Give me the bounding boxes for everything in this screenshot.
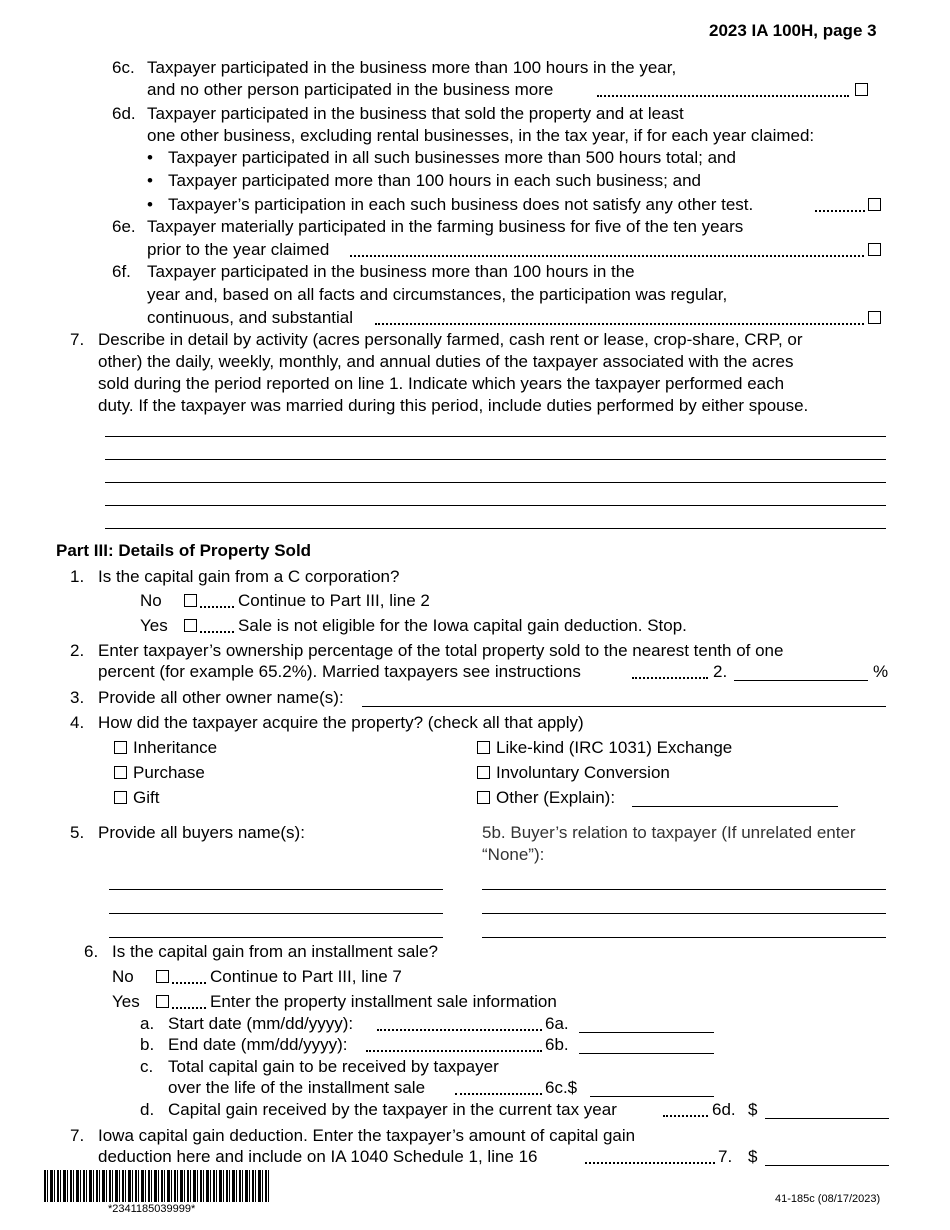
checkbox-6d[interactable] — [866, 195, 883, 215]
buyer-relation-input[interactable] — [482, 937, 886, 938]
duties-input-line[interactable] — [105, 436, 886, 437]
line-7-text-2: other) the daily, weekly, monthly, and annual duties of the taxpayer associated with the acres — [98, 352, 794, 371]
line-6d-text-1: Taxpayer participated in the business that sold the property and at least — [147, 104, 684, 123]
q4-text: How did the taxpayer acquire the property? (check all that apply) — [98, 713, 584, 732]
checkbox-other[interactable] — [475, 788, 492, 808]
q1-no-text: Continue to Part III, line 2 — [238, 591, 430, 610]
q7-dollar: $ — [748, 1147, 758, 1166]
line-6f-text-2: year and, based on all facts and circumstances, the participation was regular, — [147, 285, 728, 304]
line-6e-text-2: prior to the year claimed — [147, 240, 330, 259]
q7-text-2: deduction here and include on IA 1040 Schedule 1, line 16 — [98, 1147, 538, 1166]
q6-yes-text: Enter the property installment sale information — [210, 992, 557, 1011]
checkbox-inheritance[interactable] — [112, 738, 129, 758]
q5b-text-1: 5b. Buyer’s relation to taxpayer (If unrelated enter — [482, 823, 856, 842]
current-year-gain-input[interactable] — [765, 1118, 889, 1119]
q6b-text: End date (mm/dd/yyyy): — [168, 1035, 348, 1054]
q2-text-2: percent (for example 65.2%). Married taxpayers see instructions — [98, 662, 581, 681]
q7-text-1: Iowa capital gain deduction. Enter the taxpayer’s amount of capital gain — [98, 1126, 636, 1145]
buyer-name-input[interactable] — [109, 937, 443, 938]
q6b-label: b. — [140, 1035, 155, 1054]
percent-sign: % — [873, 662, 889, 681]
end-date-input[interactable] — [579, 1053, 714, 1054]
checkbox-like-kind[interactable] — [475, 738, 492, 758]
q6-text: Is the capital gain from an installment sale? — [112, 942, 439, 961]
q6c-text-2: over the life of the installment sale — [168, 1078, 426, 1097]
line-6c-text-2: and no other person participated in the business more — [147, 80, 554, 99]
line-6e-text-1: Taxpayer materially participated in the farming business for five of the ten years — [147, 217, 744, 236]
q1-yes-text: Sale is not eligible for the Iowa capital gain deduction. Stop. — [238, 616, 687, 635]
q6c-ref: 6c.$ — [545, 1078, 578, 1097]
buyer-relation-input[interactable] — [482, 889, 886, 890]
duties-input-line[interactable] — [105, 459, 886, 460]
checkbox-gift[interactable] — [112, 788, 129, 808]
q6c-label: c. — [140, 1057, 154, 1076]
other-explain-input[interactable] — [632, 806, 838, 807]
line-7-text-1: Describe in detail by activity (acres personally farmed, cash rent or lease, crop-share, CRP, or — [98, 330, 803, 349]
duties-input-line[interactable] — [105, 482, 886, 483]
start-date-input[interactable] — [579, 1032, 714, 1033]
checkbox-q6-yes[interactable] — [154, 992, 171, 1012]
barcode — [44, 1170, 270, 1202]
bullet-icon: • — [147, 195, 153, 214]
line-7-label: 7. — [70, 330, 85, 349]
checkbox-q1-yes[interactable] — [182, 616, 199, 636]
duties-input-line[interactable] — [105, 505, 886, 506]
buyer-relation-input[interactable] — [482, 913, 886, 914]
opt-like-kind: Like-kind (IRC 1031) Exchange — [496, 738, 733, 757]
buyer-name-input[interactable] — [109, 913, 443, 914]
checkbox-q1-no[interactable] — [182, 591, 199, 611]
q6-no-label: No — [112, 967, 134, 986]
line-6c-label: 6c. — [112, 58, 135, 77]
part3-heading: Part III: Details of Property Sold — [56, 541, 312, 560]
line-6d-label: 6d. — [112, 104, 136, 123]
q2-label: 2. — [70, 641, 85, 660]
form-id: 41-185c (08/17/2023) — [775, 1193, 881, 1205]
checkbox-purchase[interactable] — [112, 763, 129, 783]
deduction-input[interactable] — [765, 1165, 889, 1166]
line-6e-label: 6e. — [112, 217, 136, 236]
opt-gift: Gift — [133, 788, 160, 807]
other-owner-input[interactable] — [362, 706, 886, 707]
q3-text: Provide all other owner name(s): — [98, 688, 344, 707]
bullet-icon: • — [147, 171, 153, 190]
q6d-ref: 6d. — [712, 1100, 736, 1119]
opt-purchase: Purchase — [133, 763, 205, 782]
line-6f-text-1: Taxpayer participated in the business more than 100 hours in the — [147, 262, 635, 281]
q6a-ref: 6a. — [545, 1014, 569, 1033]
line-6d-bullet-2: Taxpayer participated more than 100 hours in each such business; and — [168, 171, 701, 190]
q1-yes-label: Yes — [140, 616, 168, 635]
checkbox-6e[interactable] — [866, 240, 883, 260]
q6a-text: Start date (mm/dd/yyyy): — [168, 1014, 354, 1033]
total-gain-input[interactable] — [590, 1096, 714, 1097]
line-6d-bullet-1: Taxpayer participated in all such businesses more than 500 hours total; and — [168, 148, 736, 167]
q2-text-1: Enter taxpayer’s ownership percentage of the total property sold to the nearest tenth of one — [98, 641, 784, 660]
checkbox-q6-no[interactable] — [154, 967, 171, 987]
line-6f-label: 6f. — [112, 262, 131, 281]
opt-other: Other (Explain): — [496, 788, 616, 807]
duties-input-line[interactable] — [105, 528, 886, 529]
checkbox-involuntary[interactable] — [475, 763, 492, 783]
q2-ref: 2. — [713, 662, 728, 681]
opt-involuntary: Involuntary Conversion — [496, 763, 670, 782]
q4-label: 4. — [70, 713, 85, 732]
q1-no-label: No — [140, 591, 162, 610]
barcode-text: *2341185039999* — [108, 1203, 196, 1215]
q6-label: 6. — [84, 942, 99, 961]
q6d-text: Capital gain received by the taxpayer in the current tax year — [168, 1100, 617, 1119]
q5-text: Provide all buyers name(s): — [98, 823, 305, 842]
q6c-text-1: Total capital gain to be received by taxpayer — [168, 1057, 499, 1076]
line-6c-text-1: Taxpayer participated in the business more than 100 hours in the year, — [147, 58, 677, 77]
checkbox-6f[interactable] — [866, 308, 883, 328]
q6-yes-label: Yes — [112, 992, 140, 1011]
q7-ref: 7. — [718, 1147, 733, 1166]
q5-label: 5. — [70, 823, 85, 842]
line-7-text-3: sold during the period reported on line 1. Indicate which years the taxpayer performed each — [98, 374, 785, 393]
q5b-text-2: “None”): — [482, 845, 545, 864]
line-6f-text-3: continuous, and substantial — [147, 308, 354, 327]
q1-label: 1. — [70, 567, 85, 586]
checkbox-6c[interactable] — [853, 80, 870, 100]
q3-label: 3. — [70, 688, 85, 707]
q6a-label: a. — [140, 1014, 155, 1033]
q7-label: 7. — [70, 1126, 85, 1145]
line-7-text-4: duty. If the taxpayer was married during this period, include duties performed by either spouse. — [98, 396, 809, 415]
q6d-dollar: $ — [748, 1100, 758, 1119]
page-title: 2023 IA 100H, page 3 — [709, 21, 877, 40]
q6-no-text: Continue to Part III, line 7 — [210, 967, 402, 986]
buyer-name-input[interactable] — [109, 889, 443, 890]
q1-text: Is the capital gain from a C corporation? — [98, 567, 400, 586]
q6d-label: d. — [140, 1100, 155, 1119]
ownership-percent-input[interactable] — [734, 680, 868, 681]
bullet-icon: • — [147, 148, 153, 167]
opt-inheritance: Inheritance — [133, 738, 218, 757]
line-6d-bullet-3: Taxpayer’s participation in each such business does not satisfy any other test. — [168, 195, 754, 214]
line-6d-text-2: one other business, excluding rental businesses, in the tax year, if for each year claimed: — [147, 126, 815, 145]
q6b-ref: 6b. — [545, 1035, 569, 1054]
